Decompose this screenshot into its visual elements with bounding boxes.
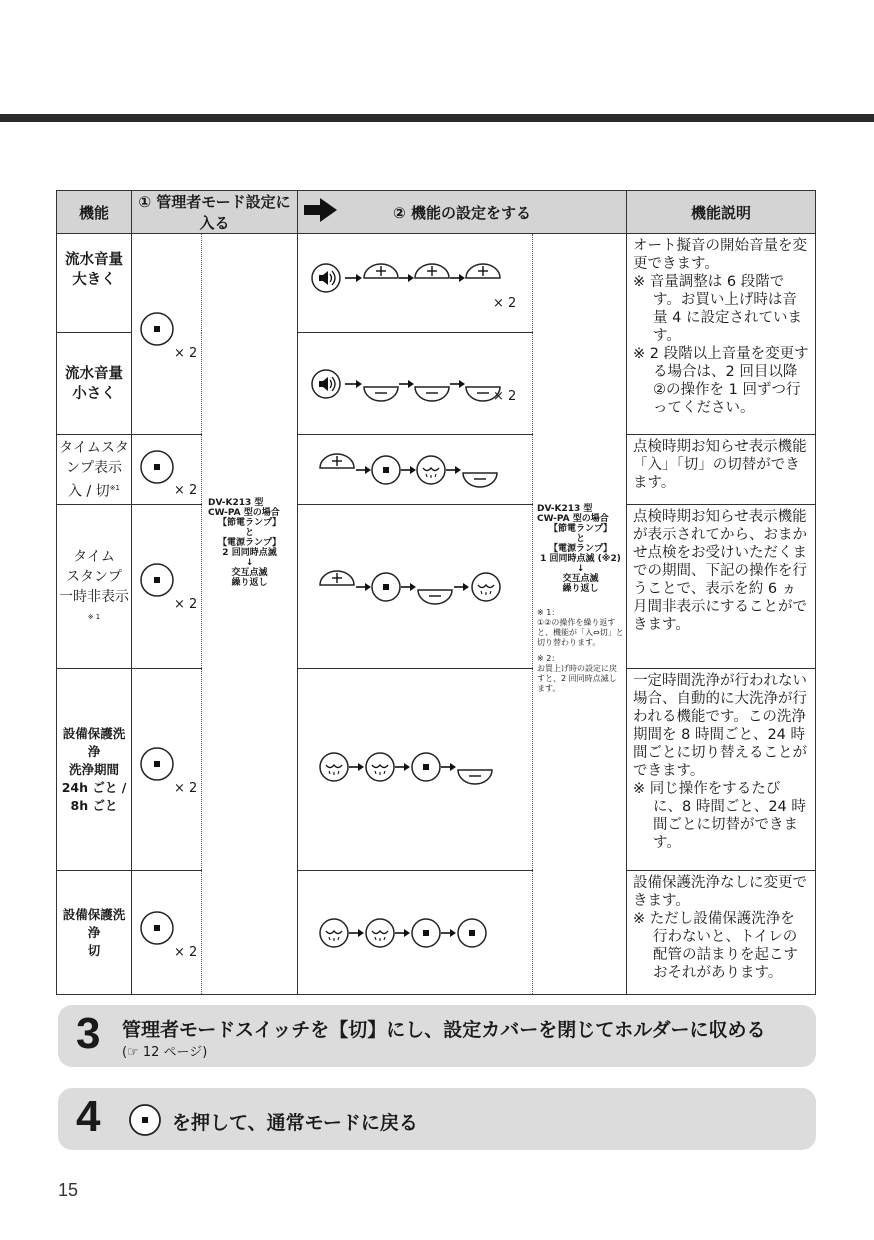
plus-button-icon <box>466 264 500 278</box>
plus-button-icon <box>320 454 354 468</box>
x2-label: × 2 <box>493 389 517 404</box>
desc-volume <box>627 234 816 435</box>
dot-button-icon <box>128 1103 162 1137</box>
mode-button-group <box>140 312 176 352</box>
step-4-title: を押して、通常モードに戻る <box>172 1112 418 1134</box>
mode-button-off <box>132 871 202 995</box>
seq-period-graphic <box>298 669 533 871</box>
header-rule <box>0 114 874 122</box>
step-3 <box>58 1005 816 1067</box>
seq-period <box>298 669 533 871</box>
mode-note-l6: ↓ <box>245 558 254 568</box>
dot-button-icon <box>140 911 176 947</box>
x2-label: × 2 <box>493 296 517 311</box>
speaker-button-icon <box>312 264 340 292</box>
arrow-icon <box>441 929 456 937</box>
seq-off-graphic <box>298 871 533 995</box>
mode-button-group <box>140 747 176 787</box>
set-note-l7: 交互点滅 <box>562 574 599 584</box>
seq-off <box>298 871 533 995</box>
footnote-2: お買上げ時の設定に戻すと、2 回同時点滅します。 <box>537 664 617 693</box>
header-description: 機能説明 <box>627 191 816 234</box>
minus-button-icon <box>364 387 398 401</box>
row-name: 設備保護洗浄 洗浄期間 24h ごと / 8h ごと <box>61 725 127 813</box>
header-mode: ① 管理者モード設定に入る <box>132 191 298 234</box>
row-name: 設備保護洗浄 切 <box>62 906 126 958</box>
mode-button-period <box>132 669 202 871</box>
row-note-mark: ※1 <box>109 483 120 492</box>
seq-timestamp-hide-graphic <box>298 505 533 669</box>
dot-button-icon <box>412 919 440 947</box>
row-note-mark: ※ 1 <box>87 612 101 621</box>
arrow-icon <box>349 763 364 771</box>
desc-off <box>627 871 816 995</box>
desc-timestamp-hide-0: 点検時期お知らせ表示機能が表示されてから、おまかせ点検をお受けいただくまでの期間、下記の操作を行うことで、表示を約 6 ヵ月間非表示にすることができます。 <box>633 509 807 633</box>
arrow-icon <box>356 583 371 591</box>
mode-note <box>202 234 298 995</box>
arrow-icon <box>395 929 410 937</box>
row-volume-down-name <box>57 333 132 435</box>
mode-note-l3: と <box>244 528 254 538</box>
set-note-l8: 繰り返し <box>562 584 599 594</box>
set-note <box>533 234 627 995</box>
seq-volume-up <box>298 234 533 333</box>
footnote-1: ①②の操作を繰り返すと、機能が「入⇔切」と切り替わります。 <box>537 618 624 647</box>
flush-button-icon <box>366 753 394 781</box>
dot-button-icon <box>458 919 486 947</box>
step-3-number: 3 <box>76 1009 101 1058</box>
set-note-l2: 【節電ランプ】 <box>548 524 613 534</box>
step-3-title: 管理者モードスイッチを【切】にし、設定カバーを閉じてホルダーに収める <box>122 1019 766 1041</box>
x2-label: × 2 <box>174 597 198 612</box>
arrow-icon <box>399 380 414 388</box>
mode-note-l0: DV-K213 型 <box>208 498 264 508</box>
flush-button-icon <box>366 919 394 947</box>
seq-timestamp-graphic <box>298 435 533 505</box>
arrow-icon <box>450 274 465 282</box>
dot-button-icon <box>140 747 176 783</box>
header-setting <box>298 191 627 234</box>
row-name: 流水音量 小さく <box>65 365 123 402</box>
desc-off-0: 設備保護洗浄なしに変更できます。 <box>633 875 807 909</box>
desc-timestamp-0: 点検時期お知らせ表示機能「入」「切」の切替ができます。 <box>633 439 807 491</box>
flush-button-icon <box>417 456 445 484</box>
footnote-1-label: ※ 1： <box>537 608 560 617</box>
mode-note-l5: 2 回同時点滅 <box>222 548 277 558</box>
desc-timestamp <box>627 435 816 505</box>
desc-volume-0: オート擬音の開始音量を変更できます。 <box>633 238 807 272</box>
header-function: 機能 <box>57 191 132 234</box>
x2-label: × 2 <box>174 483 198 498</box>
desc-volume-1: ※ 音量調整は 6 段階です。お買い上げ時は音量 4 に設定されています。 <box>633 274 802 344</box>
minus-button-icon <box>418 590 452 604</box>
arrow-icon <box>399 274 414 282</box>
row-name: タイムスタ ンプ表示 入 / 切 <box>59 439 129 500</box>
speaker-button-icon <box>312 370 340 398</box>
row-name: タイム スタンプ 一時非表示 <box>59 548 129 605</box>
desc-period <box>627 669 816 871</box>
arrow-icon <box>450 380 465 388</box>
x2-label: × 2 <box>174 945 198 960</box>
dot-button-icon <box>372 456 400 484</box>
mode-note-l8: 繰り返し <box>231 578 268 588</box>
arrow-icon <box>395 763 410 771</box>
footnote-2-label: ※ 2： <box>537 654 560 663</box>
minus-button-icon <box>415 387 449 401</box>
set-note-l1: CW-PA 型の場合 <box>537 514 609 524</box>
row-volume-up-name <box>57 234 132 333</box>
dot-button-icon <box>140 450 176 486</box>
arrow-icon <box>401 583 416 591</box>
set-note-l5: 1 回同時点滅 (※2) <box>540 554 621 564</box>
mode-note-l4: 【電源ランプ】 <box>217 538 282 548</box>
arrow-icon <box>441 763 456 771</box>
seq-volume-down <box>298 333 533 435</box>
arrow-icon <box>349 929 364 937</box>
mode-button-timestamp-hide <box>132 505 202 669</box>
x2-label: × 2 <box>174 346 198 361</box>
arrow-icon <box>446 466 461 474</box>
mode-button-group <box>140 563 176 603</box>
arrow-right-icon <box>304 197 338 223</box>
row-period-name <box>57 669 132 871</box>
header-setting-label: ② 機能の設定をする <box>393 203 531 222</box>
flush-button-icon <box>472 573 500 601</box>
page-number: 15 <box>58 1180 79 1200</box>
mode-button-volume <box>132 234 202 435</box>
seq-timestamp-hide <box>298 505 533 669</box>
desc-volume-2: ※ 2 段階以上音量を変更する場合は、2 回目以降②の操作を 1 回ずつ行ってください。 <box>633 346 809 416</box>
set-note-l3: と <box>575 534 585 544</box>
arrow-icon <box>454 583 469 591</box>
plus-button-icon <box>364 264 398 278</box>
minus-button-icon <box>463 473 497 487</box>
mode-note-l1: CW-PA 型の場合 <box>208 508 280 518</box>
arrow-icon <box>345 380 362 388</box>
step-3-page-ref: (☞ 12 ページ) <box>122 1045 208 1060</box>
plus-button-icon <box>320 571 354 585</box>
dot-button-icon <box>412 753 440 781</box>
row-timestamp-name <box>57 435 132 505</box>
mode-button-timestamp <box>132 435 202 505</box>
set-note-l4: 【電源ランプ】 <box>548 544 613 554</box>
arrow-icon <box>345 274 362 282</box>
row-name: 流水音量 大きく <box>65 252 123 288</box>
row-off-name <box>57 871 132 995</box>
flush-button-icon <box>320 753 348 781</box>
dot-button-icon <box>140 312 176 348</box>
mode-button-group <box>140 911 176 951</box>
set-note-l6: ↓ <box>576 564 585 574</box>
desc-period-0: 一定時間洗浄が行われない場合、自動的に大洗浄が行われる機能です。この洗浄期間を 8 時間ごと、24 時間ごとに切り替えることができます。 <box>633 673 807 779</box>
function-table <box>56 190 816 995</box>
row-timestamp-hide-name <box>57 505 132 669</box>
set-note-l0: DV-K213 型 <box>537 504 593 514</box>
seq-volume-down-graphic <box>298 333 533 435</box>
seq-volume-up-graphic <box>298 234 533 333</box>
arrow-icon <box>401 466 416 474</box>
x2-label: × 2 <box>174 781 198 796</box>
desc-period-1: ※ 同じ操作をするたびに、8 時間ごと、24 時間ごとに切替ができます。 <box>633 781 806 851</box>
minus-button-icon <box>458 770 492 784</box>
desc-timestamp-hide <box>627 505 816 669</box>
flush-button-icon <box>320 919 348 947</box>
step-4-number: 4 <box>76 1092 101 1141</box>
arrow-icon <box>356 466 371 474</box>
mode-note-l2: 【節電ランプ】 <box>217 518 282 528</box>
plus-button-icon <box>415 264 449 278</box>
desc-off-1: ※ ただし設備保護洗浄を行わないと、トイレの配管の詰まりを起こすおそれがあります。 <box>633 911 798 981</box>
mode-button-group <box>140 450 176 490</box>
dot-button-icon <box>372 573 400 601</box>
dot-button-icon <box>140 563 176 599</box>
mode-note-l7: 交互点滅 <box>231 568 268 578</box>
seq-timestamp <box>298 435 533 505</box>
step-4 <box>58 1088 816 1150</box>
